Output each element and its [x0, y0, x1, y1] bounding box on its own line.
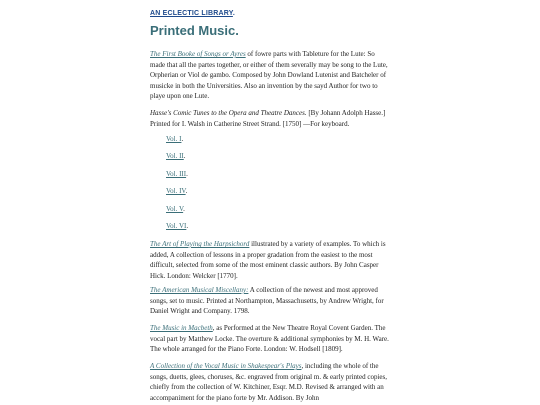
- entry-link[interactable]: The Art of Playing the Harpsichord: [150, 240, 250, 248]
- volume-link[interactable]: Vol. II: [166, 152, 184, 160]
- volume-period: .: [183, 152, 186, 160]
- volume-link-4[interactable]: [166, 187, 187, 195]
- volume-link-2[interactable]: [166, 152, 186, 160]
- volume-link[interactable]: Vol. V: [166, 205, 184, 213]
- library-link[interactable]: AN ECLECTIC LIBRARY: [150, 10, 233, 17]
- library-header: [150, 10, 235, 17]
- volume-link[interactable]: Vol. IV: [166, 187, 186, 195]
- volume-link[interactable]: Vol. I: [166, 135, 182, 143]
- entry-title: Hasse's Comic Tunes to the Opera and Theatre Dances.: [150, 109, 307, 117]
- volume-period: .: [186, 222, 189, 230]
- volume-period: .: [186, 170, 188, 178]
- entry-link[interactable]: The First Booke of Songs or Ayres: [150, 50, 246, 58]
- volume-link[interactable]: Vol. III: [166, 170, 187, 178]
- entry-macbeth: [150, 323, 390, 355]
- volume-link[interactable]: Vol. VI: [166, 222, 187, 230]
- entry-text: of fowre parts with Tableture for the Lute: So made that all the partes together, or either of them severally may be song to the Lute, Orpherian or Viol de gambo. Composed by John Dowland Lutenist and Batcheler of musicke in both the Universities. Also an invention by the sayd Author for two to playe upon one Lute.: [150, 50, 388, 100]
- entry-link[interactable]: The American Musical Miscellany:: [150, 286, 249, 294]
- entry-text: , including the whole of the songs, duetts, glees, choruses, &c. engraved from original m. & early printed copies, chiefly from the collection of W. Kitchiner, Esqr. M.D. Revised & arranged with an accompaniment for the piano forte by Mr. Addison. By John: [150, 362, 387, 402]
- entry-link[interactable]: A Collection of the Vocal Music in Shakespear's Plays: [150, 362, 302, 370]
- entry-text: [By Johann Adolph Hasse.] Printed for I. Walsh in Catherine Street Strand. [1750] —For keyboard.: [150, 109, 386, 128]
- entry-text: A collection of the newest and most approved songs, set to music. Printed at Northampton, Massachusetts, by Andrew Wright, for Daniel Wright and Company. 1798.: [150, 286, 384, 315]
- volume-link-5[interactable]: [166, 205, 185, 213]
- entry-hasse: [150, 108, 390, 129]
- entry-american-miscellany: [150, 285, 390, 317]
- volume-link-3[interactable]: [166, 170, 188, 178]
- entry-text: , as Performed at the New Theatre Royal Covent Garden. The vocal part by Matthew Locke. The overture & additional symphonies by M. H. Ware. The whole arranged for the Piano Forte. London: W. Hodsell [1809].: [150, 324, 389, 353]
- entry-link[interactable]: The Music in Macbeth: [150, 324, 213, 332]
- page-title: Printed Music.: [150, 23, 239, 38]
- volume-period: .: [185, 187, 188, 195]
- volume-period: .: [181, 135, 184, 143]
- volume-link-6[interactable]: [166, 222, 188, 230]
- entry-shakespeare: [150, 361, 390, 403]
- library-period: .: [232, 10, 236, 17]
- entry-text: illustrated by a variety of examples. To which is added, A collection of lessons in a proper gradation from the easiest to the most difficult, selected from some of the most eminent classic authors. By John Casper Hick. London: Welcker [1770].: [150, 240, 386, 280]
- volume-link-1[interactable]: [166, 135, 183, 143]
- entry-harpsichord: [150, 239, 390, 281]
- volume-period: .: [183, 205, 185, 213]
- entry-first-booke: [150, 49, 390, 102]
